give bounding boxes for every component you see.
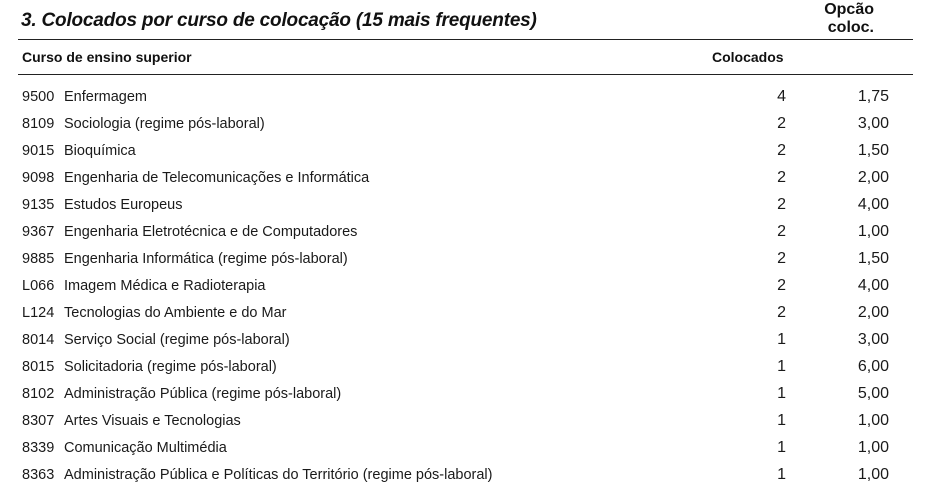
colocados-value: 4 (777, 88, 786, 105)
course-name: Artes Visuais e Tecnologias (64, 413, 241, 429)
opcao-value: 4,00 (857, 277, 889, 294)
course-code: 8015 (22, 359, 55, 375)
colocados-value: 1 (777, 412, 786, 429)
opcao-value: 5,00 (857, 385, 889, 402)
colocados-value: 1 (777, 466, 786, 483)
course-name: Administração Pública e Políticas do Território (regime pós-laboral) (64, 467, 493, 483)
opcao-value: 1,75 (857, 88, 889, 105)
colocados-value: 2 (777, 115, 786, 132)
table-row (0, 222, 932, 249)
table-row (0, 384, 932, 411)
course-name: Tecnologias do Ambiente e do Mar (64, 305, 287, 321)
table-row (0, 465, 932, 492)
course-name: Comunicação Multimédia (64, 440, 227, 456)
opcao-value: 2,00 (857, 169, 889, 186)
opcao-value: 1,00 (857, 223, 889, 240)
opcao-value: 2,00 (857, 304, 889, 321)
course-name: Serviço Social (regime pós-laboral) (64, 332, 290, 348)
top-divider (18, 39, 913, 40)
course-code: 8102 (22, 386, 55, 402)
course-name: Engenharia de Telecomunicações e Informática (64, 170, 370, 186)
course-name: Engenharia Eletrotécnica e de Computadores (64, 224, 358, 240)
colocados-value: 2 (777, 196, 786, 213)
colocados-value: 2 (777, 223, 786, 240)
course-code: 9500 (22, 89, 55, 105)
colocados-value: 2 (777, 250, 786, 267)
table-row (0, 438, 932, 465)
header-opcao: Opcão coloc. (824, 1, 874, 36)
opcao-value: 4,00 (857, 196, 889, 213)
colocados-value: 1 (777, 439, 786, 456)
course-name: Solicitadoria (regime pós-laboral) (64, 359, 277, 375)
course-name: Sociologia (regime pós-laboral) (64, 116, 265, 132)
course-code: 9135 (22, 197, 55, 213)
header-divider (18, 74, 913, 75)
table-row (0, 87, 932, 114)
course-code: L124 (22, 305, 55, 321)
course-code: 8363 (22, 467, 55, 483)
colocados-value: 1 (777, 385, 786, 402)
course-code: 9098 (22, 170, 55, 186)
table-row (0, 330, 932, 357)
colocados-value: 1 (777, 331, 786, 348)
course-code: 8109 (22, 116, 55, 132)
opcao-value: 1,50 (857, 250, 889, 267)
opcao-value: 6,00 (857, 358, 889, 375)
opcao-value: 1,00 (857, 466, 889, 483)
course-code: 9885 (22, 251, 55, 267)
course-code: 8014 (22, 332, 55, 348)
table-row (0, 114, 932, 141)
colocados-value: 2 (777, 169, 786, 186)
table-row (0, 411, 932, 438)
opcao-value: 3,00 (857, 331, 889, 348)
course-code: 8339 (22, 440, 55, 456)
course-code: 9367 (22, 224, 55, 240)
table-body (0, 87, 932, 492)
table-row (0, 276, 932, 303)
table-row (0, 249, 932, 276)
course-name: Imagem Médica e Radioterapia (64, 278, 266, 294)
course-code: 8307 (22, 413, 55, 429)
opcao-value: 1,50 (857, 142, 889, 159)
course-code: L066 (22, 278, 55, 294)
table-row (0, 357, 932, 384)
opcao-value: 1,00 (857, 412, 889, 429)
course-name: Engenharia Informática (regime pós-laboral) (64, 251, 348, 267)
header-course: Curso de ensino superior (22, 49, 192, 65)
course-name: Enfermagem (64, 89, 148, 105)
course-code: 9015 (22, 143, 55, 159)
colocados-value: 2 (777, 277, 786, 294)
course-name: Estudos Europeus (64, 197, 183, 213)
table-row (0, 195, 932, 222)
opcao-value: 1,00 (857, 439, 889, 456)
colocados-value: 1 (777, 358, 786, 375)
opcao-value: 3,00 (857, 115, 889, 132)
colocados-value: 2 (777, 304, 786, 321)
section-title: 3. Colocados por curso de colocação (15 mais frequentes) (21, 10, 537, 31)
table-row (0, 168, 932, 195)
table-row (0, 141, 932, 168)
course-name: Bioquímica (64, 143, 136, 159)
colocados-value: 2 (777, 142, 786, 159)
course-name: Administração Pública (regime pós-laboral) (64, 386, 342, 402)
table-row (0, 303, 932, 330)
header-colocados: Colocados (712, 49, 784, 65)
